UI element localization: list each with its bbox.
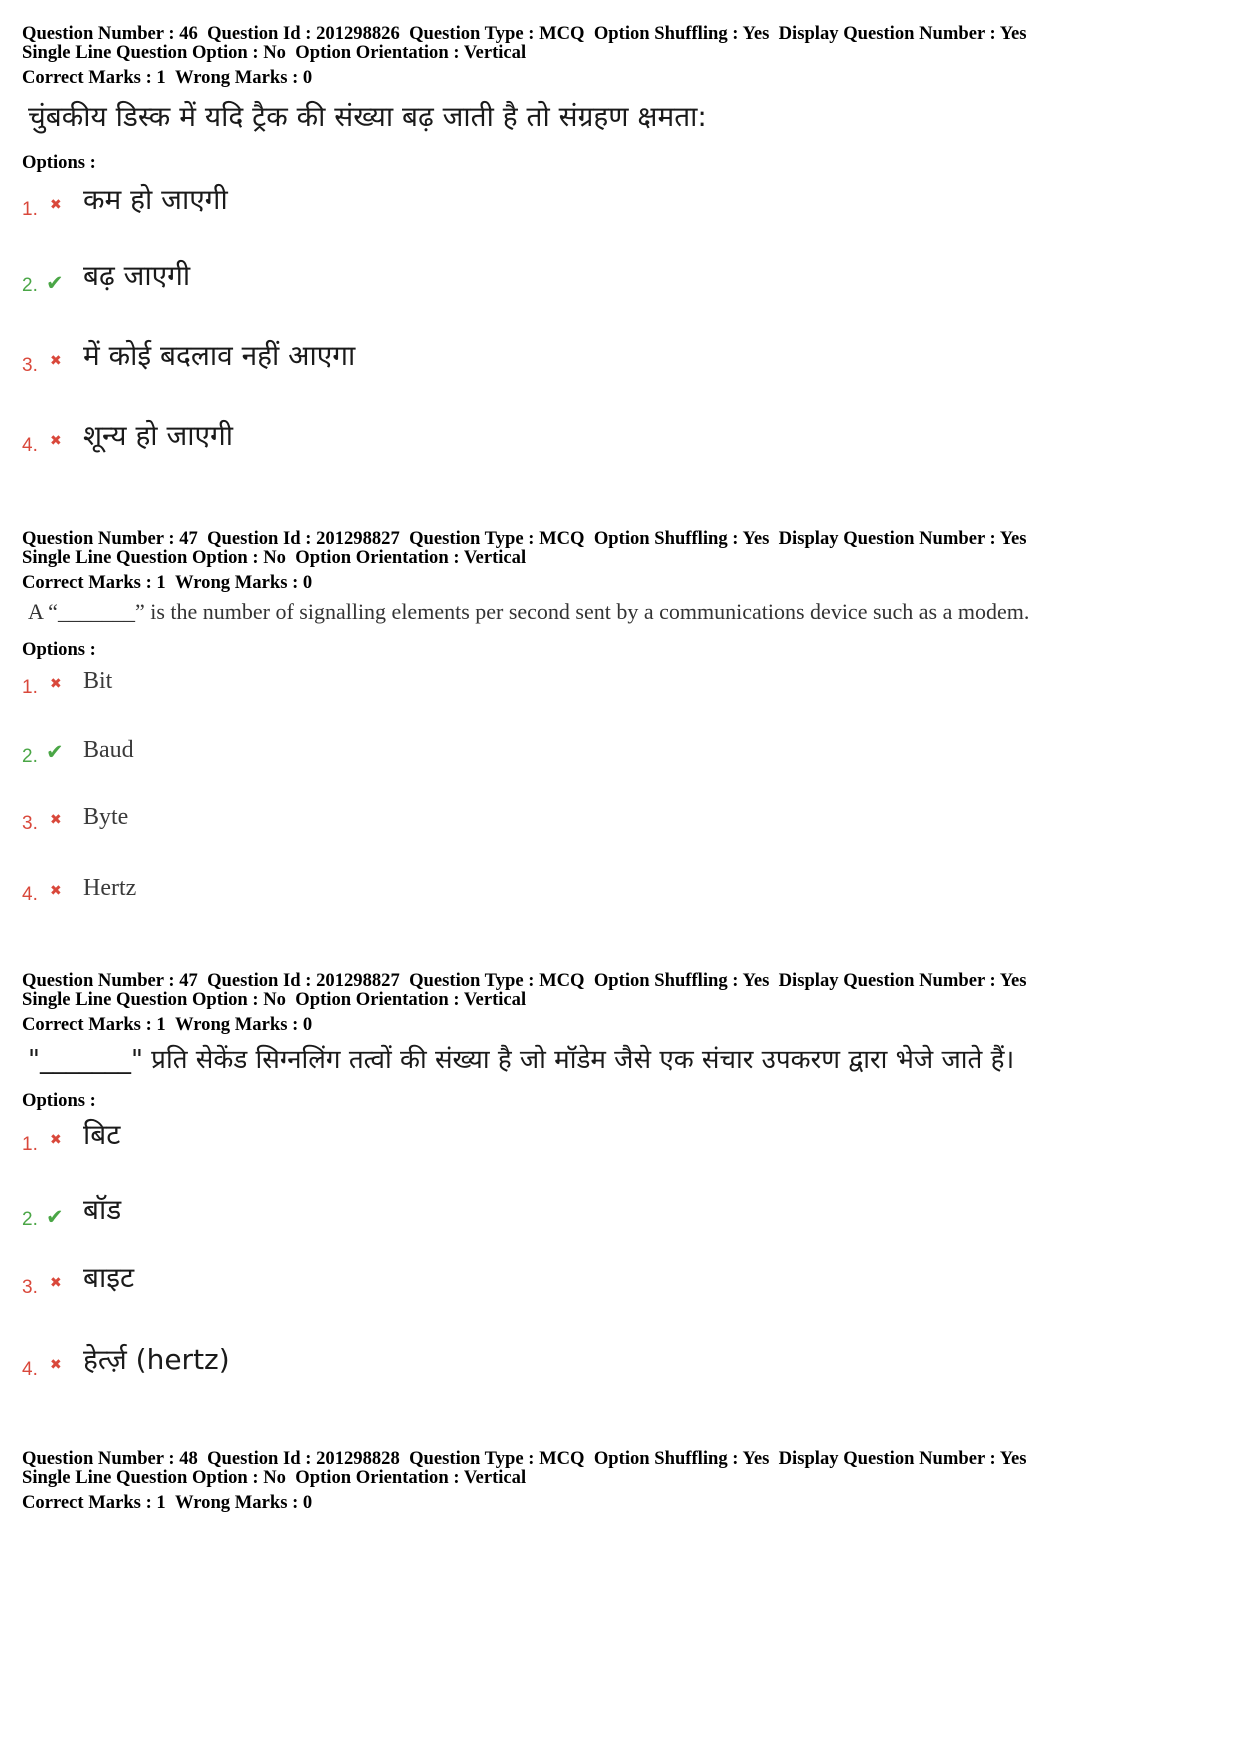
wrong-marks: Wrong Marks : 0 bbox=[175, 67, 313, 88]
question-number: Question Number : 48 bbox=[22, 1448, 198, 1469]
option-orientation: Option Orientation : Vertical bbox=[295, 42, 527, 63]
option-orientation: Option Orientation : Vertical bbox=[295, 547, 527, 568]
option-item bbox=[0, 182, 1240, 218]
marks-line bbox=[0, 573, 1240, 592]
question-number: Question Number : 46 bbox=[22, 23, 198, 44]
option-shuffling: Option Shuffling : Yes bbox=[593, 23, 770, 44]
cross-icon bbox=[50, 882, 62, 900]
question-type: Question Type : MCQ bbox=[409, 23, 585, 44]
option-number: 3. bbox=[22, 813, 38, 834]
display-question-number: Display Question Number : Yes bbox=[778, 970, 1027, 991]
option-number: 2. bbox=[22, 1209, 38, 1230]
display-question-number: Display Question Number : Yes bbox=[778, 1448, 1027, 1469]
option-text: बढ़ जाएगी bbox=[83, 259, 191, 292]
option-orientation: Option Orientation : Vertical bbox=[295, 989, 527, 1010]
question-text: चुंबकीय डिस्क में यदि ट्रैक की संख्या बढ़ जाती है तो संग्रहण क्षमता: bbox=[28, 100, 707, 133]
question-id: Question Id : 201298827 bbox=[207, 970, 400, 991]
correct-marks: Correct Marks : 1 bbox=[22, 1492, 166, 1513]
question-block bbox=[0, 24, 1240, 454]
option-item bbox=[0, 258, 1240, 294]
option-item bbox=[0, 873, 1240, 903]
option-shuffling: Option Shuffling : Yes bbox=[593, 970, 770, 991]
cross-icon bbox=[50, 1356, 62, 1374]
question-id: Question Id : 201298827 bbox=[207, 528, 400, 549]
option-item bbox=[0, 1117, 1240, 1153]
marks-line bbox=[0, 1015, 1240, 1034]
question-option-line bbox=[0, 990, 1240, 1009]
option-number: 1. bbox=[22, 677, 38, 698]
display-question-number: Display Question Number : Yes bbox=[778, 23, 1027, 44]
marks-line bbox=[0, 1493, 1240, 1512]
option-number: 4. bbox=[22, 1359, 38, 1380]
option-text: में कोई बदलाव नहीं आएगा bbox=[83, 339, 356, 372]
cross-icon bbox=[50, 352, 62, 370]
options-label: Options : bbox=[22, 639, 96, 660]
option-item bbox=[0, 802, 1240, 832]
wrong-marks: Wrong Marks : 0 bbox=[175, 1492, 313, 1513]
question-type: Question Type : MCQ bbox=[409, 1448, 585, 1469]
single-line-question-option: Single Line Question Option : No bbox=[22, 989, 286, 1010]
option-orientation: Option Orientation : Vertical bbox=[295, 1467, 527, 1488]
wrong-marks: Wrong Marks : 0 bbox=[175, 572, 313, 593]
check-icon bbox=[46, 740, 64, 764]
question-number: Question Number : 47 bbox=[22, 970, 198, 991]
options-label: Options : bbox=[22, 152, 96, 173]
display-question-number: Display Question Number : Yes bbox=[778, 528, 1027, 549]
option-text: बिट bbox=[83, 1118, 121, 1151]
wrong-marks: Wrong Marks : 0 bbox=[175, 1014, 313, 1035]
option-text: हेर्त्ज़ (hertz) bbox=[83, 1343, 230, 1376]
question-option-line bbox=[0, 548, 1240, 567]
marks-line bbox=[0, 68, 1240, 87]
option-item bbox=[0, 338, 1240, 374]
question-text: "_______" प्रति सेकेंड सिग्नलिंग तत्वों की संख्या है जो मॉडेम जैसे एक संचार उपकरण द्वारा भेजे जाते हैं। bbox=[28, 1045, 1015, 1075]
option-text: शून्य हो जाएगी bbox=[83, 419, 233, 452]
option-text: Byte bbox=[83, 804, 129, 830]
cross-icon bbox=[50, 1274, 62, 1292]
check-icon bbox=[46, 271, 64, 295]
question-meta-line bbox=[0, 24, 1240, 43]
option-item bbox=[0, 418, 1240, 454]
single-line-question-option: Single Line Question Option : No bbox=[22, 547, 286, 568]
question-number: Question Number : 47 bbox=[22, 528, 198, 549]
option-text: Bit bbox=[83, 668, 113, 694]
cross-icon bbox=[50, 196, 62, 214]
question-meta-line bbox=[0, 1449, 1240, 1468]
option-text: Hertz bbox=[83, 875, 137, 901]
question-option-line bbox=[0, 1468, 1240, 1487]
single-line-question-option: Single Line Question Option : No bbox=[22, 1467, 286, 1488]
option-number: 4. bbox=[22, 435, 38, 456]
option-item bbox=[0, 1342, 1240, 1378]
correct-marks: Correct Marks : 1 bbox=[22, 1014, 166, 1035]
cross-icon bbox=[50, 675, 62, 693]
option-item bbox=[0, 1192, 1240, 1228]
option-shuffling: Option Shuffling : Yes bbox=[593, 528, 770, 549]
question-block bbox=[0, 529, 1240, 903]
question-meta-line bbox=[0, 529, 1240, 548]
question-text: A “_______” is the number of signalling elements per second sent by a communications device such as a modem. bbox=[28, 599, 1030, 624]
option-number: 2. bbox=[22, 746, 38, 767]
option-shuffling: Option Shuffling : Yes bbox=[593, 1448, 770, 1469]
question-option-line bbox=[0, 43, 1240, 62]
option-number: 4. bbox=[22, 884, 38, 905]
option-number: 2. bbox=[22, 275, 38, 296]
question-type: Question Type : MCQ bbox=[409, 970, 585, 991]
cross-icon bbox=[50, 811, 62, 829]
option-item bbox=[0, 735, 1240, 765]
question-type: Question Type : MCQ bbox=[409, 528, 585, 549]
option-number: 3. bbox=[22, 1277, 38, 1298]
option-item bbox=[0, 1260, 1240, 1296]
cross-icon bbox=[50, 432, 62, 450]
option-number: 1. bbox=[22, 199, 38, 220]
option-item bbox=[0, 666, 1240, 696]
question-block bbox=[0, 971, 1240, 1378]
question-id: Question Id : 201298826 bbox=[207, 23, 400, 44]
single-line-question-option: Single Line Question Option : No bbox=[22, 42, 286, 63]
correct-marks: Correct Marks : 1 bbox=[22, 67, 166, 88]
option-text: Baud bbox=[83, 737, 134, 763]
option-text: बाइट bbox=[83, 1261, 135, 1294]
option-text: बॉड bbox=[83, 1193, 122, 1226]
cross-icon bbox=[50, 1131, 62, 1149]
question-id: Question Id : 201298828 bbox=[207, 1448, 400, 1469]
check-icon bbox=[46, 1205, 64, 1229]
question-block bbox=[0, 1449, 1240, 1512]
option-text: कम हो जाएगी bbox=[83, 183, 228, 216]
option-number: 1. bbox=[22, 1134, 38, 1155]
correct-marks: Correct Marks : 1 bbox=[22, 572, 166, 593]
options-label: Options : bbox=[22, 1090, 96, 1111]
option-number: 3. bbox=[22, 355, 38, 376]
question-meta-line bbox=[0, 971, 1240, 990]
